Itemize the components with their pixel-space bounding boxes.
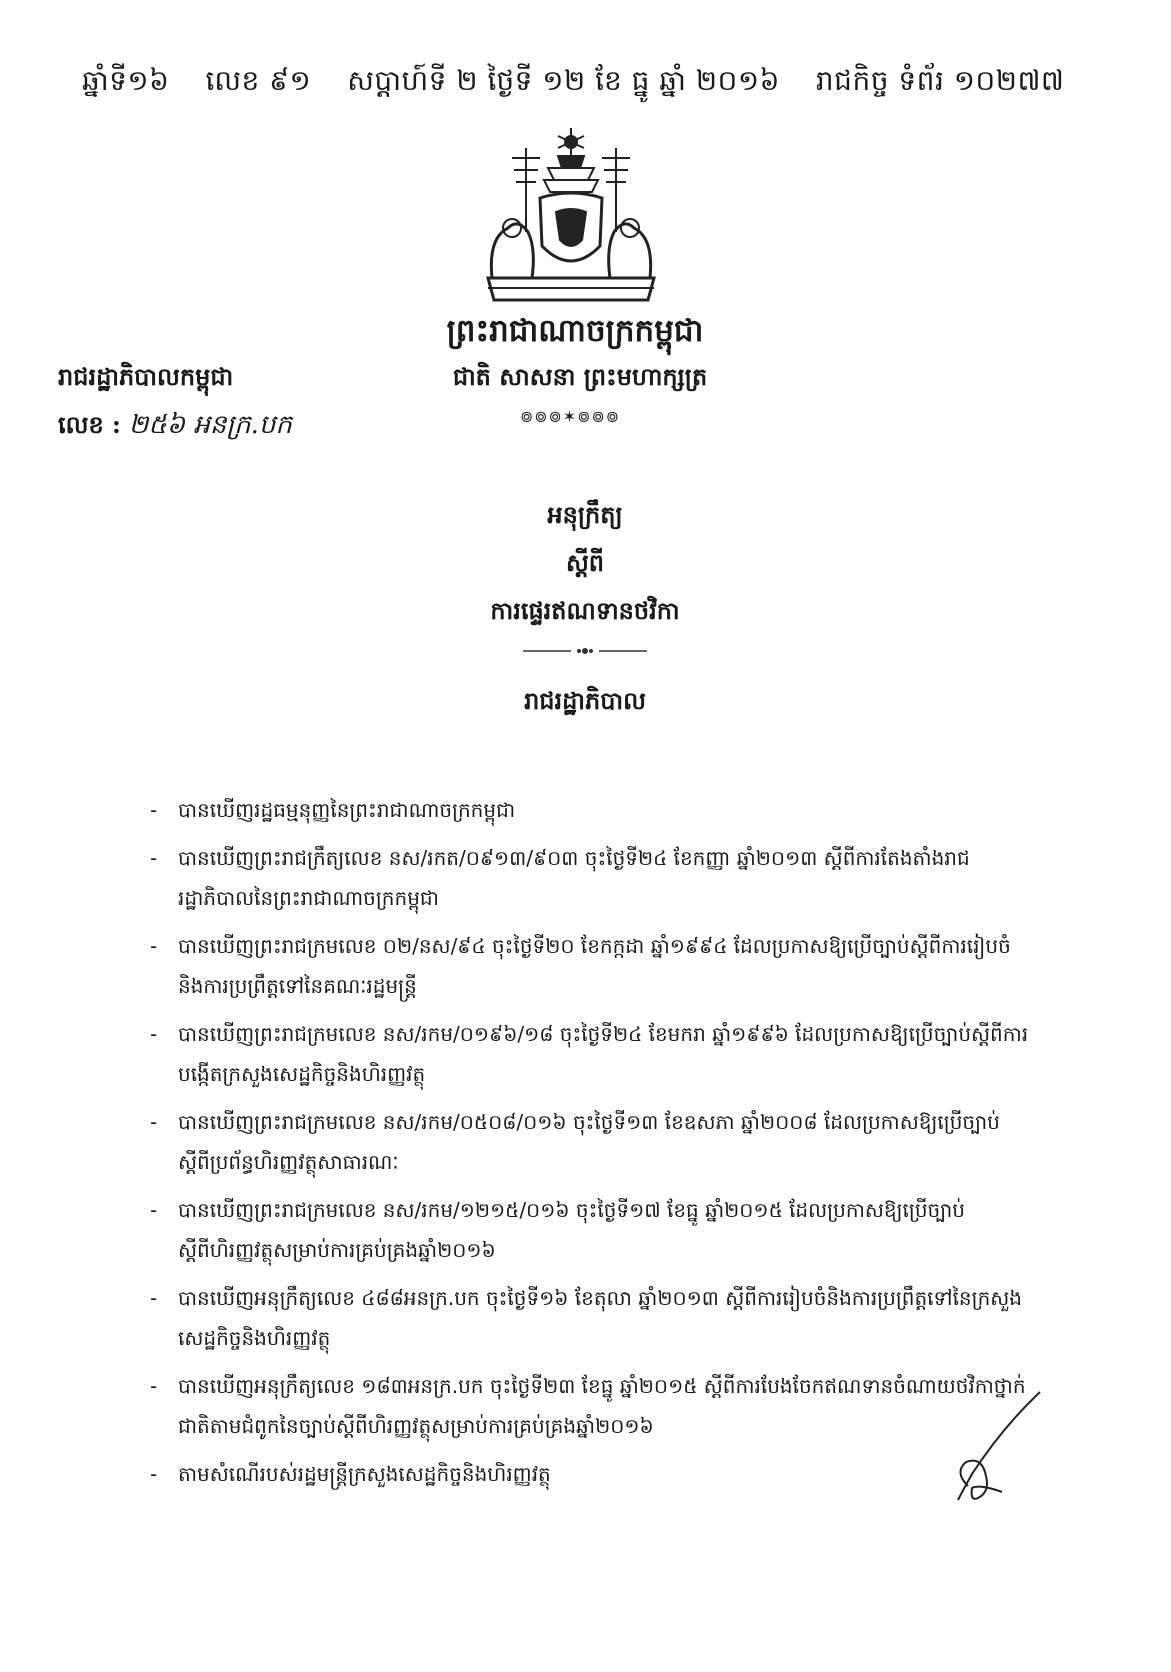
reference-number: ២៥៦ អនក្រ.បក: [128, 410, 292, 440]
document-about: ស្តីពី: [565, 548, 605, 577]
issuing-authority: រាជរដ្ឋាភិបាល: [524, 686, 646, 715]
kingdom-title: ព្រះរាជាណាចក្រកម្ពុជា: [446, 313, 704, 349]
preamble-item: - បានឃើញព្រះរាជក្រមលេខ នស/រកម/០១៩៦/១៨ ចុះថ្ងៃទី២៤ ខែមករា ឆ្នាំ១៩៩៦ ដែលប្រកាសឱ្យប្រើច្បាប់ស្តីពីការបង្កើតក្រសួងសេដ្ឋកិច្ចនិងហិរញ្ញវត្ថុ: [150, 1014, 1030, 1094]
document-subject: ការផ្ទេរឥណទានថវិកា: [490, 596, 680, 625]
gazette-year: ឆ្នាំទី១៦: [82, 63, 170, 97]
reference-label: លេខ :: [58, 410, 121, 439]
preamble-item: - បានឃើញអនុក្រឹត្យលេខ ៤៨៨អនក្រ.បក ចុះថ្ងៃទី១៦ ខែតុលា ឆ្នាំ២០១៣ ស្តីពីការរៀបចំនិងការប្រព្រឹត្តទៅនៃក្រសួងសេដ្ឋកិច្ចនិងហិរញ្ញវត្ថុ: [150, 1278, 1030, 1358]
reference-number-line: [58, 408, 292, 446]
preamble-item: - តាមសំណើរបស់រដ្ឋមន្ត្រីក្រសួងសេដ្ឋកិច្ចនិងហិរញ្ញវត្ថុ: [150, 1454, 1030, 1494]
gazette-header: [82, 58, 1082, 108]
gazette-page: រាជកិច្ច ទំព័រ ១០២៧៧: [815, 63, 1065, 97]
preamble-item: - បានឃើញព្រះរាជក្រឹត្យលេខ នស/រកត/០៩១៣/៩០៣ ចុះថ្ងៃទី២៤ ខែកញ្ញា ឆ្នាំ២០១៣ ស្តីពីការតែងតាំងរាជរដ្ឋាភិបាលនៃព្រះរាជាណាចក្រកម្ពុជា: [150, 838, 1030, 918]
handwritten-initial-icon: [932, 1388, 1052, 1508]
government-name: រាជរដ្ឋាភិបាលកម្ពុជា: [58, 362, 234, 391]
gazette-week-date: សប្តាហ៍ទី ២ ថ្ងៃទី ១២ ខែ ធ្នូ ឆ្នាំ ២០១៦: [347, 63, 780, 97]
royal-coat-of-arms-icon: [478, 128, 664, 306]
title-divider: [523, 644, 647, 658]
motto-ornament: ៙៙៙✶៙៙៙: [519, 407, 621, 426]
gazette-issue: លេខ ៩១: [205, 63, 312, 97]
preamble-item: - បានឃើញព្រះរាជក្រមលេខ នស/រកម/១២១៥/០១៦ ចុះថ្ងៃទី១៧ ខែធ្នូ ឆ្នាំ២០១៥ ដែលប្រកាសឱ្យប្រើច្បាប់ស្តីពីហិរញ្ញវត្ថុសម្រាប់ការគ្រប់គ្រងឆ្នាំ២០១៦: [150, 1190, 1030, 1270]
preamble-item: - បានឃើញព្រះរាជក្រមលេខ នស/រកម/០៥០៨/០១៦ ចុះថ្ងៃទី១៣ ខែឧសភា ឆ្នាំ២០០៨ ដែលប្រកាសឱ្យប្រើច្បាប់ស្តីពីប្រព័ន្ធហិរញ្ញវត្ថុសាធារណៈ: [150, 1102, 1030, 1182]
national-motto: ជាតិ សាសនា ព្រះមហាក្សត្រ: [452, 362, 708, 391]
preamble-item: - បានឃើញព្រះរាជក្រមលេខ ០២/នស/៩៤ ចុះថ្ងៃទី២០ ខែកក្កដា ឆ្នាំ១៩៩៤ ដែលប្រកាសឱ្យប្រើច្បាប់ស្តីពីការរៀបចំនិងការប្រព្រឹត្តទៅនៃគណៈរដ្ឋមន្ត្រី: [150, 926, 1030, 1006]
preamble-item: - បានឃើញរដ្ឋធម្មនុញ្ញនៃព្រះរាជាណាចក្រកម្ពុជា: [150, 790, 1030, 830]
preamble-item: - បានឃើញអនុក្រឹត្យលេខ ១៨៣អនក្រ.បក ចុះថ្ងៃទី២៣ ខែធ្នូ ឆ្នាំ២០១៥ ស្តីពីការបែងចែកឥណទានចំណាយថវិកាថ្នាក់ជាតិតាមជំពូកនៃច្បាប់ស្តីពីហិរញ្ញវត្ថុសម្រាប់ការគ្រប់គ្រងឆ្នាំ២០១៦: [150, 1366, 1030, 1446]
document-type: អនុក្រឹត្យ: [547, 500, 623, 529]
preamble-list: [150, 790, 1030, 1502]
